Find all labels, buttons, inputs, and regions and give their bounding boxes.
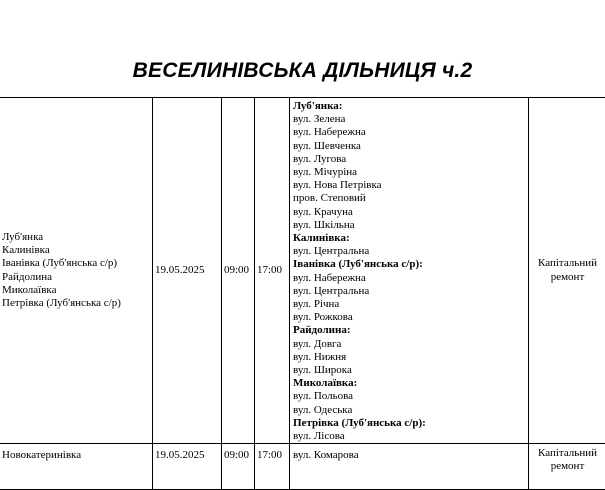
street-name: вул. Рожкова: [293, 311, 526, 324]
settlements-cell: [0, 444, 153, 490]
streets-cell: [290, 444, 529, 490]
street-name: вул. Набережна: [293, 126, 526, 139]
village-heading: Іванівка (Луб'янська с/р):: [293, 258, 526, 271]
street-name: вул. Мічуріна: [293, 166, 526, 179]
village-heading: Райдолина:: [293, 324, 526, 337]
work-type-cell: Капітальний ремонт: [529, 444, 605, 490]
street-name: вул. Польова: [293, 390, 526, 403]
settlement-name: Калинівка: [2, 244, 150, 257]
date-cell: 19.05.2025: [153, 98, 222, 444]
street-name: вул. Центральна: [293, 285, 526, 298]
settlement-name: Іванівка (Луб'янська с/р): [2, 257, 150, 270]
work-type-cell: Капітальний ремонт: [529, 98, 605, 444]
table-row: [0, 444, 605, 490]
street-name: вул. Лісова: [293, 430, 526, 443]
village-heading: Петрівка (Луб'янська с/р):: [293, 417, 526, 430]
street-name: вул. Шевченка: [293, 140, 526, 153]
street-name: вул. Центральна: [293, 245, 526, 258]
street-name: вул. Шкільна: [293, 219, 526, 232]
end-time-cell: 17:00: [255, 98, 290, 444]
settlement-name: Луб'янка: [2, 231, 150, 244]
schedule-table: [0, 97, 605, 490]
street-name: вул. Крачуна: [293, 206, 526, 219]
page-title: ВЕСЕЛИНІВСЬКА ДІЛЬНИЦЯ ч.2: [0, 57, 605, 85]
end-time-cell: 17:00: [255, 444, 290, 490]
street-name: пров. Степовий: [293, 192, 526, 205]
street-name: вул. Нова Петрівка: [293, 179, 526, 192]
village-heading: Калинівка:: [293, 232, 526, 245]
street-name: вул. Річна: [293, 298, 526, 311]
street-name: вул. Лугова: [293, 153, 526, 166]
settlement-name: Петрівка (Луб'янська с/р): [2, 297, 150, 310]
village-heading: Луб'янка:: [293, 100, 526, 113]
table-row: [0, 98, 605, 444]
street-name: вул. Одеська: [293, 404, 526, 417]
settlement-name: Райдолина: [2, 271, 150, 284]
start-time-cell: 09:00: [222, 444, 255, 490]
street-name: вул. Нижня: [293, 351, 526, 364]
settlement-name: Новокатеринівка: [2, 449, 150, 462]
settlements-cell: [0, 98, 153, 444]
start-time-cell: 09:00: [222, 98, 255, 444]
street-name: вул. Довга: [293, 338, 526, 351]
settlement-name: Миколаївка: [2, 284, 150, 297]
village-heading: Миколаївка:: [293, 377, 526, 390]
street-name: вул. Широка: [293, 364, 526, 377]
street-name: вул. Зелена: [293, 113, 526, 126]
date-cell: 19.05.2025: [153, 444, 222, 490]
street-name: вул. Комарова: [293, 449, 526, 462]
streets-cell: [290, 98, 529, 444]
street-name: вул. Набережна: [293, 272, 526, 285]
